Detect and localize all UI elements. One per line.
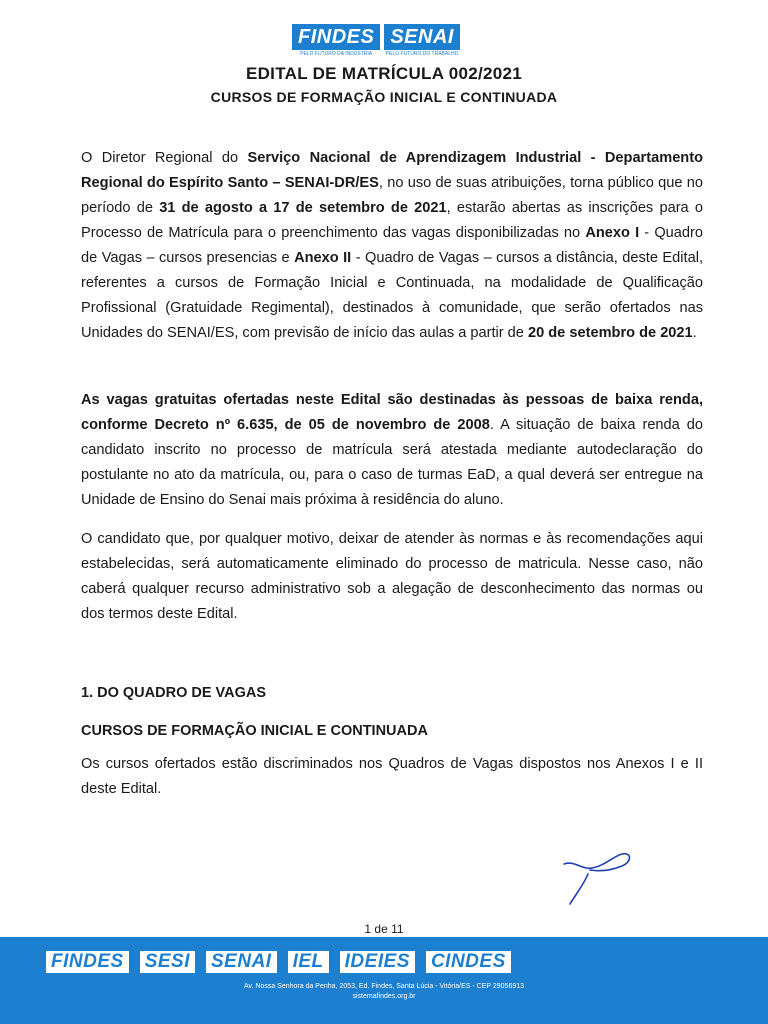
senai-footer-logo: SENAI xyxy=(206,951,277,973)
bold-run: 20 de setembro de 2021 xyxy=(527,325,693,341)
paragraph-rules: O candidato que, por qualquer motivo, deixar de atender às normas e às recomendações aqui estabelecidas, será automaticamente eliminado do processo de matricula. Nesse caso, não caberá qualquer recurso administrativo sob a alegação de desconhecimento das normas ou dos termos deste Edital. xyxy=(81,531,703,622)
section-subheading: CURSOS DE FORMAÇÃO INICIAL E CONTINUADA xyxy=(81,723,428,739)
bold-run: Anexo I xyxy=(585,225,640,241)
document-title: EDITAL DE MATRÍCULA 002/2021 xyxy=(245,64,523,83)
bold-run: 31 de agosto a 17 de setembro de 2021 xyxy=(159,200,447,216)
text-run: , no uso de suas atribuições, torna público que no período de xyxy=(81,175,703,216)
text-run: O Diretor Regional do xyxy=(81,150,248,166)
section-text: Os cursos ofertados estão discriminados nos Quadros de Vagas dispostos nos Anexos I e II deste Edital. xyxy=(81,756,703,797)
bold-run: As vagas gratuitas ofertadas neste Edital são destinadas às pessoas de baixa renda, conforme Decreto nº 6.635, de 05 de novembro de 2008 xyxy=(81,392,703,433)
text-run: . xyxy=(692,325,697,341)
bold-run: Serviço Nacional de Aprendizagem Industrial - Departamento Regional do Espírito Santo – SENAI-DR/ES xyxy=(81,150,703,191)
page-number: 1 de 11 xyxy=(364,922,404,936)
signature-image xyxy=(560,842,640,908)
paragraph-intro xyxy=(81,146,703,346)
senai-logo-word: SENAI xyxy=(390,26,454,48)
senai-logo-tagline: PELO FUTURO DO TRABALHO xyxy=(385,51,459,57)
header-logo xyxy=(292,24,504,58)
footer-website: sistemafindes.org.br xyxy=(352,993,416,1000)
footer-logos xyxy=(46,951,511,973)
senai-logo xyxy=(384,24,460,58)
text-run: - Quadro de Vagas – cursos presencias e xyxy=(81,225,704,266)
ideies-footer-logo: IDEIES xyxy=(340,951,415,973)
paragraph-low-income xyxy=(81,388,703,513)
footer xyxy=(0,937,768,1024)
section-heading: 1. DO QUADRO DE VAGAS xyxy=(81,685,267,701)
bold-run: Anexo II xyxy=(294,250,352,266)
sesi-footer-logo: SESI xyxy=(140,951,195,973)
text-run: . A situação de baixa renda do candidato inscrito no processo de matrícula será atestada mediante autodeclaração do postulante no ato da matrícula, ou, para o caso de turmas EaD, a qual deverá ser entregue na Unidade de Ensino do Senai mais próxima à residência do aluno. xyxy=(81,417,704,508)
findes-footer-logo: FINDES xyxy=(46,951,129,973)
iel-footer-logo: IEL xyxy=(288,951,329,973)
findes-logo-word: FINDES xyxy=(298,26,375,48)
footer-address: Av. Nossa Senhora da Penha, 2053, Ed. Findes, Santa Lúcia - Vitória/ES - CEP 29056913 xyxy=(243,983,525,990)
cindes-footer-logo: CINDES xyxy=(426,951,511,973)
document-subtitle: CURSOS DE FORMAÇÃO INICIAL E CONTINUADA xyxy=(210,89,558,105)
text-run: - Quadro de Vagas – cursos a distância, deste Edital, referentes a cursos de Formação Inicial e Continuada, na modalidade de Qualificação Profissional (Gratuidade Regimental), destinados à comunidade, que serão ofertados nas Unidades do SENAI/ES, com previsão de início das aulas a partir de xyxy=(81,250,703,341)
findes-logo xyxy=(292,24,380,58)
findes-logo-tagline: PELO FUTURO DA INDÚSTRIA xyxy=(300,51,373,57)
text-run: , estarão abertas as inscrições para o Processo de Matrícula para o preenchimento das vagas disponibilizadas no xyxy=(81,200,704,241)
